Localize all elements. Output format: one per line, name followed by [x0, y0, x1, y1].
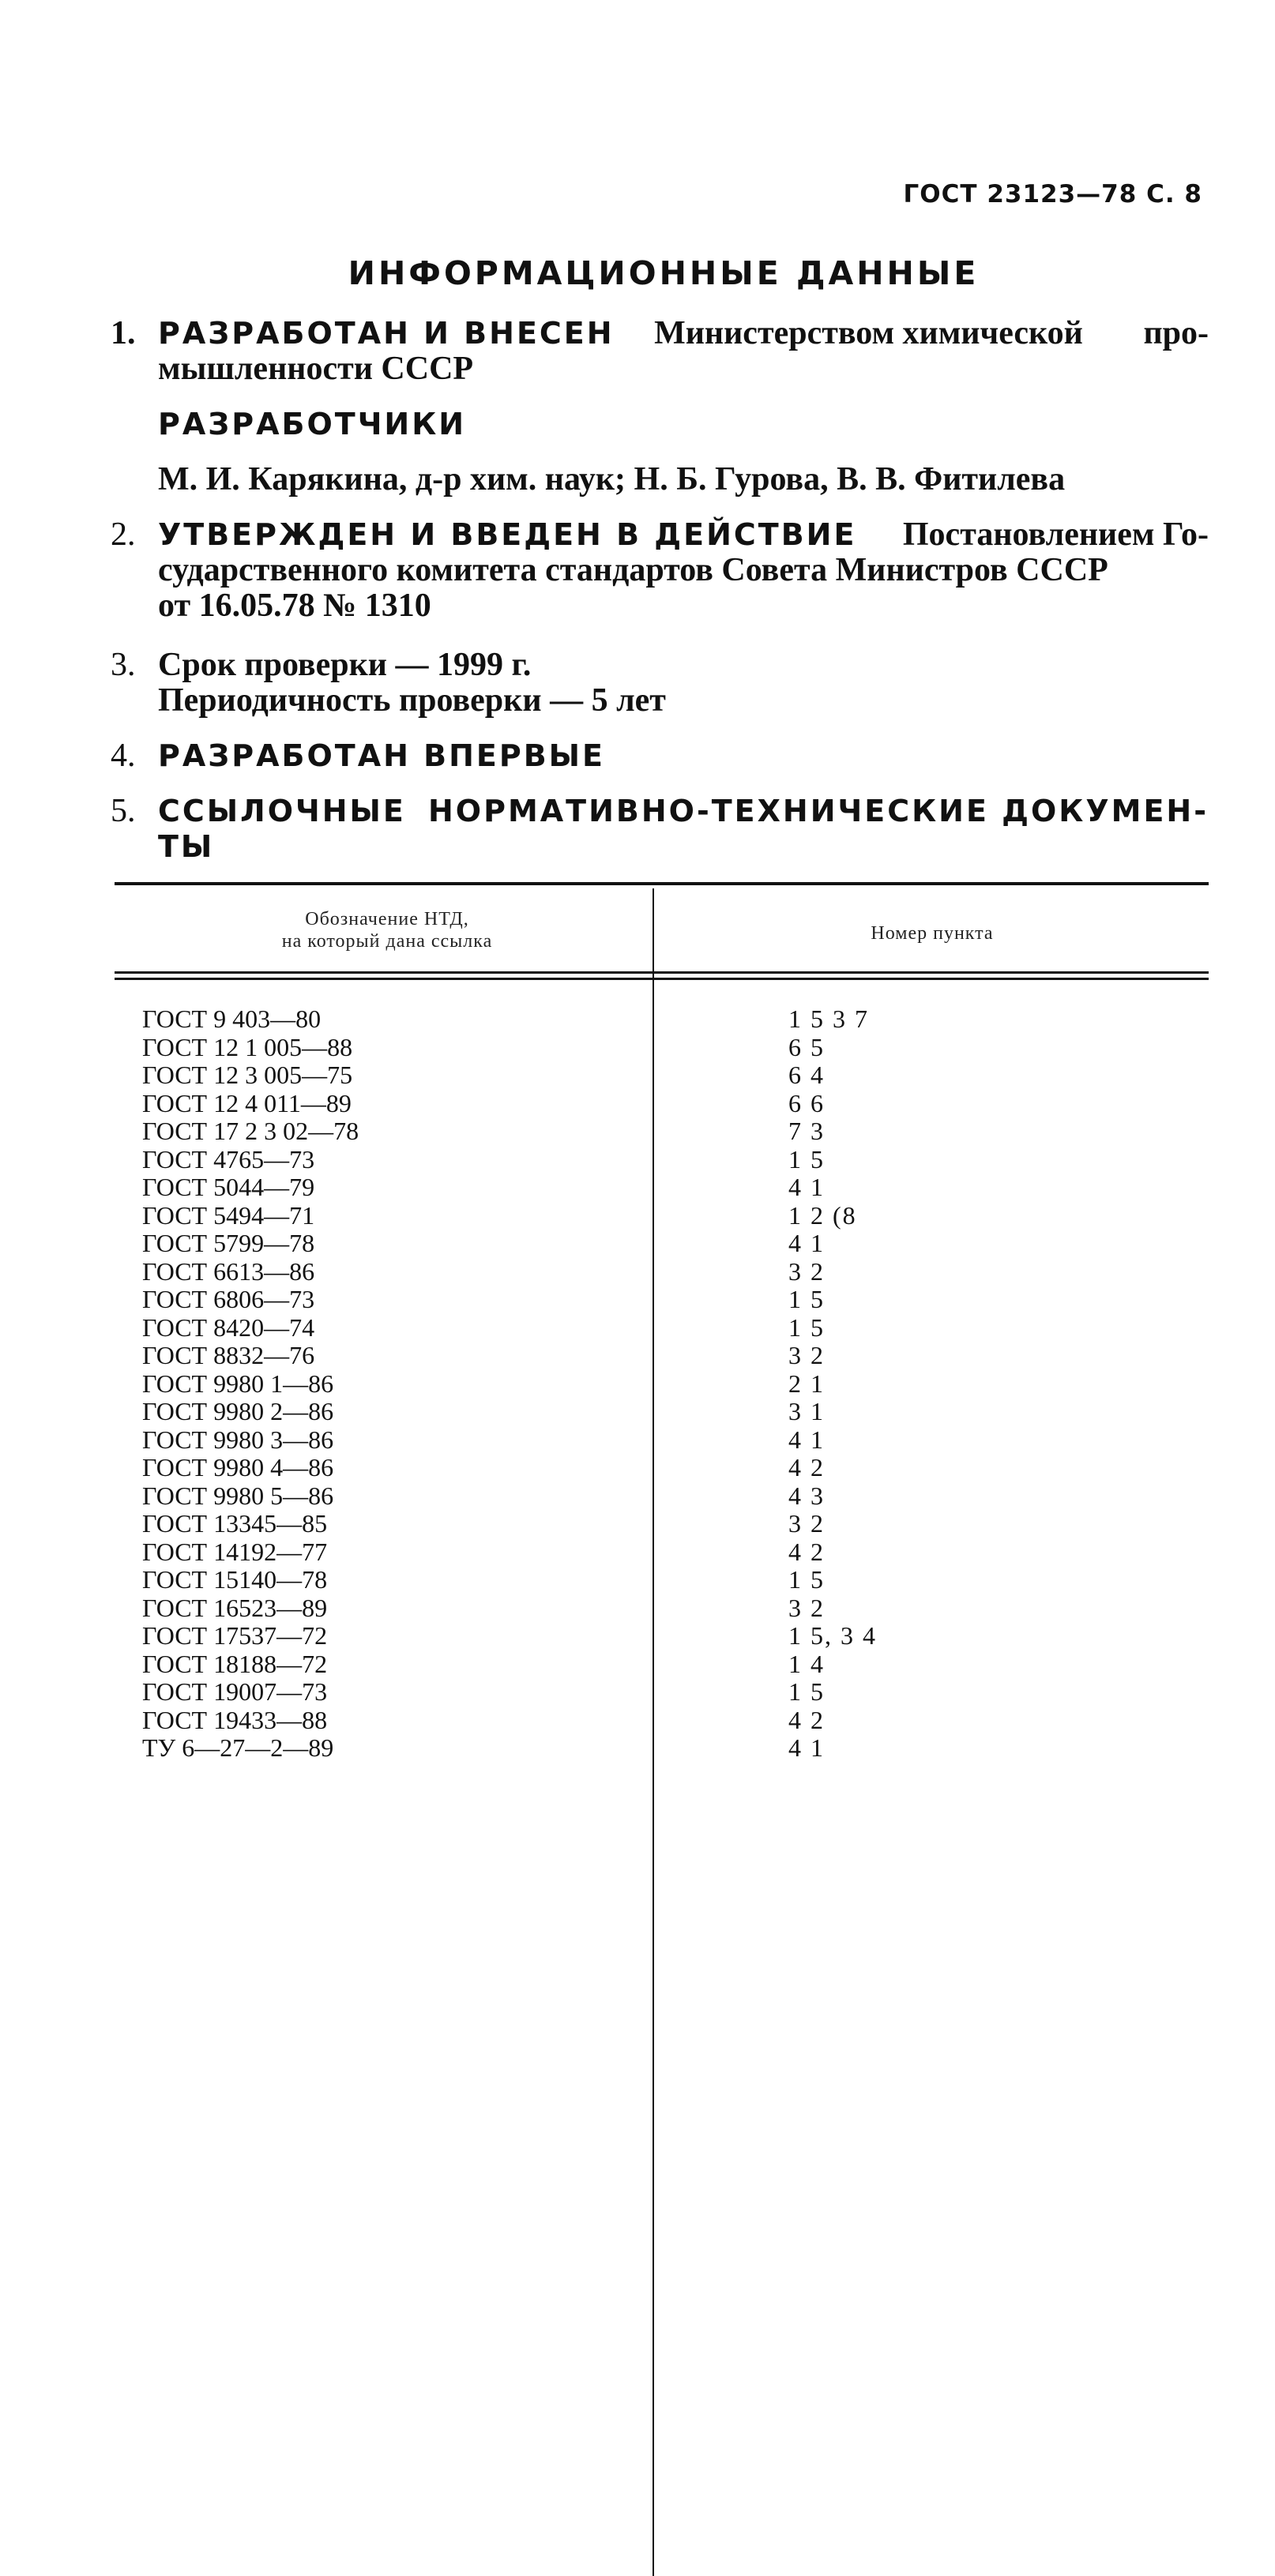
table-cell-document: ГОСТ 8832—76: [142, 1341, 315, 1369]
table-row: [0, 1229, 1275, 1257]
table-header-rule-1: [115, 971, 1209, 974]
table-cell-points: 1 2 (8: [788, 1201, 857, 1230]
table-cell-document: ТУ 6—27—2—89: [142, 1733, 334, 1762]
table-cell-document: ГОСТ 12 1 005—88: [142, 1033, 353, 1061]
item-3-line-2: Периодичность проверки — 5 лет: [158, 682, 666, 719]
table-col2-header: Номер пункта: [871, 923, 994, 944]
table-row: [0, 1285, 1275, 1313]
table-row: [0, 1538, 1275, 1566]
table-col1-header: [158, 908, 616, 952]
table-row: [0, 1061, 1275, 1089]
table-cell-points: 4 2: [788, 1453, 825, 1481]
table-row: [0, 1341, 1275, 1369]
table-cell-document: ГОСТ 17 2 3 02—78: [142, 1117, 359, 1145]
table-cell-points: 3 1: [788, 1397, 825, 1425]
table-cell-document: ГОСТ 4765—73: [142, 1145, 315, 1173]
item-2-number: 2.: [111, 516, 136, 553]
item-5-heading-b: НОРМАТИВНО-ТЕХНИЧЕСКИЕ ДОКУМЕН-: [428, 794, 1209, 828]
item-4: [111, 738, 1209, 774]
item-5: [111, 794, 1209, 865]
table-row: [0, 1313, 1275, 1342]
developers-line: М. И. Карякина, д-р хим. наук; Н. Б. Гурова, В. В. Фитилева: [158, 461, 1066, 498]
table-cell-document: ГОСТ 5799—78: [142, 1229, 315, 1257]
item-1-text-end: про-: [1143, 315, 1209, 351]
table-col1-header-line-1: Обозначение НТД,: [305, 909, 469, 929]
table-cell-document: ГОСТ 9980 4—86: [142, 1453, 334, 1481]
table-cell-points: 1 5, 3 4: [788, 1621, 877, 1650]
table-cell-points: 2 1: [788, 1369, 825, 1398]
table-cell-points: 7 3: [788, 1117, 825, 1145]
table-row: [0, 1089, 1275, 1117]
page-title: ИНФОРМАЦИОННЫЕ ДАННЫЕ: [348, 254, 980, 292]
table-cell-document: ГОСТ 9980 5—86: [142, 1481, 334, 1510]
table-row: [0, 1565, 1275, 1594]
item-2: [111, 517, 1209, 624]
table-row: [0, 1425, 1275, 1454]
table-cell-document: ГОСТ 9980 3—86: [142, 1425, 334, 1454]
item-5-heading-a: ССЫЛОЧНЫЕ: [158, 794, 406, 828]
table-cell-points: 1 5: [788, 1313, 825, 1342]
table-cell-points: 4 2: [788, 1706, 825, 1734]
table-cell-points: 4 1: [788, 1733, 825, 1762]
table-cell-points: 1 5: [788, 1145, 825, 1173]
table-cell-points: 1 5 3 7: [788, 1004, 869, 1033]
table-top-rule: [115, 882, 1209, 885]
table-cell-document: ГОСТ 5044—79: [142, 1173, 315, 1201]
table-row: [0, 1369, 1275, 1398]
table-row: [0, 1033, 1275, 1061]
item-1-line-2: мышленности СССР: [158, 351, 474, 387]
table-cell-document: ГОСТ 8420—74: [142, 1313, 315, 1342]
table-cell-points: 6 6: [788, 1089, 825, 1117]
table-cell-document: ГОСТ 14192—77: [142, 1538, 328, 1566]
table-row: [0, 1117, 1275, 1145]
item-4-number: 4.: [111, 738, 136, 774]
table-cell-points: 4 2: [788, 1538, 825, 1566]
table-cell-document: ГОСТ 16523—89: [142, 1594, 328, 1622]
table-header-rule-2: [115, 978, 1209, 980]
table-row: [0, 1397, 1275, 1425]
table-cell-points: 6 5: [788, 1033, 825, 1061]
table-row: [0, 1004, 1275, 1033]
table-row: [0, 1594, 1275, 1622]
item-3-number: 3.: [111, 647, 136, 683]
page-header-ref: ГОСТ 23123—78 С. 8: [903, 180, 1202, 208]
developers-block: [111, 407, 1209, 442]
table-row: [0, 1621, 1275, 1650]
table-cell-document: ГОСТ 15140—78: [142, 1565, 328, 1594]
table-row: [0, 1173, 1275, 1201]
table-row: [0, 1706, 1275, 1734]
table-cell-document: ГОСТ 6613—86: [142, 1257, 315, 1286]
table-cell-document: ГОСТ 19007—73: [142, 1677, 328, 1706]
item-5-number: 5.: [111, 793, 136, 829]
table-cell-document: ГОСТ 19433—88: [142, 1706, 328, 1734]
table-cell-points: 1 4: [788, 1650, 825, 1678]
table-cell-document: ГОСТ 12 4 011—89: [142, 1089, 352, 1117]
table-cell-points: 4 3: [788, 1481, 825, 1510]
table-cell-points: 3 2: [788, 1257, 825, 1286]
item-2-text: Постановлением Го-: [902, 516, 1209, 553]
item-4-heading: РАЗРАБОТАН ВПЕРВЫЕ: [158, 738, 606, 773]
table-cell-points: 1 5: [788, 1677, 825, 1706]
table-row: [0, 1650, 1275, 1678]
item-3-line-1: Срок проверки — 1999 г.: [158, 647, 532, 683]
item-5-heading-c: ТЫ: [158, 829, 215, 864]
table-cell-points: 3 2: [788, 1594, 825, 1622]
item-1-number: 1.: [111, 315, 136, 351]
table-cell-points: 1 5: [788, 1565, 825, 1594]
table-cell-points: 3 2: [788, 1509, 825, 1538]
table-cell-document: ГОСТ 5494—71: [142, 1201, 315, 1230]
table-cell-document: ГОСТ 12 3 005—75: [142, 1061, 353, 1089]
table-row: [0, 1509, 1275, 1538]
table-cell-points: 6 4: [788, 1061, 825, 1089]
table-cell-document: ГОСТ 9980 2—86: [142, 1397, 334, 1425]
table-row: [0, 1257, 1275, 1286]
table-cell-points: 1 5: [788, 1285, 825, 1313]
table-cell-points: 4 1: [788, 1173, 825, 1201]
table-row: [0, 1453, 1275, 1481]
table-cell-points: 4 1: [788, 1229, 825, 1257]
table-row: [0, 1733, 1275, 1762]
table-cell-document: ГОСТ 18188—72: [142, 1650, 328, 1678]
table-cell-document: ГОСТ 9980 1—86: [142, 1369, 334, 1398]
table-cell-points: 4 1: [788, 1425, 825, 1454]
developers-heading: РАЗРАБОТЧИКИ: [158, 407, 467, 441]
table-row: [0, 1481, 1275, 1510]
item-1-text: Министерством химической: [654, 315, 1083, 351]
item-2-line-3: от 16.05.78 № 1310: [158, 588, 431, 624]
table-row: [0, 1145, 1275, 1173]
table-col1-header-line-2: на который дана ссылка: [281, 931, 493, 952]
table-cell-document: ГОСТ 17537—72: [142, 1621, 328, 1650]
table-cell-document: ГОСТ 13345—85: [142, 1509, 328, 1538]
item-1-heading: РАЗРАБОТАН И ВНЕСЕН: [158, 316, 615, 351]
item-3: [111, 648, 1209, 719]
item-2-heading: УТВЕРЖДЕН И ВВЕДЕН В ДЕЙСТВИЕ: [158, 517, 857, 552]
table-cell-document: ГОСТ 6806—73: [142, 1285, 315, 1313]
item-1: [111, 316, 1209, 387]
developers-line-block: [111, 462, 1209, 498]
table-row: [0, 1201, 1275, 1230]
table-cell-document: ГОСТ 9 403—80: [142, 1004, 322, 1033]
table-row: [0, 1677, 1275, 1706]
item-2-line-2: сударственного комитета стандартов Совета Министров СССР: [158, 552, 1108, 588]
table-cell-points: 3 2: [788, 1341, 825, 1369]
